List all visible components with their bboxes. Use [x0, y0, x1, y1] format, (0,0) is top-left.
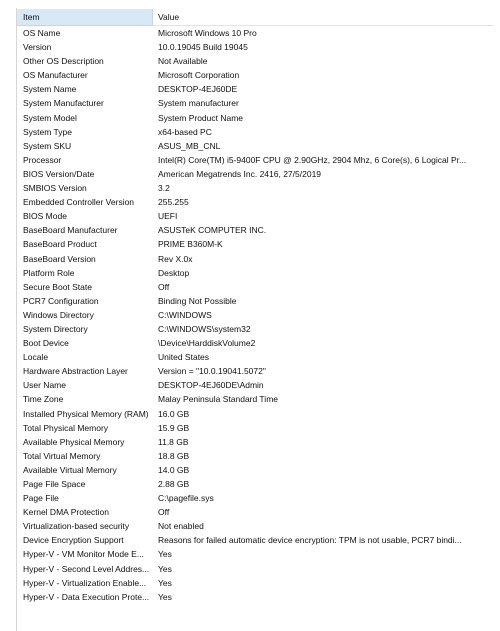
list-item[interactable]: [17, 322, 494, 336]
value-cell: 3.2: [158, 183, 170, 194]
item-cell: Device Encryption Support: [23, 535, 124, 546]
list-item[interactable]: [17, 167, 494, 181]
item-cell: Hyper-V - Second Level Addres...: [23, 563, 150, 574]
list-item[interactable]: [17, 308, 494, 322]
item-cell: System Model: [23, 112, 77, 123]
value-cell: Microsoft Corporation: [158, 70, 240, 81]
value-cell: ASUSTeK COMPUTER INC.: [158, 225, 267, 236]
list-item[interactable]: [17, 519, 494, 533]
item-cell: Hardware Abstraction Layer: [23, 366, 128, 377]
value-cell: PRIME B360M-K: [158, 239, 223, 250]
item-cell: System Manufacturer: [23, 98, 104, 109]
list-item[interactable]: [17, 505, 494, 519]
item-cell: Available Physical Memory: [23, 436, 125, 447]
item-cell: System Type: [23, 126, 72, 137]
list-item[interactable]: [17, 449, 494, 463]
item-cell: Other OS Description: [23, 56, 104, 67]
item-cell: BaseBoard Manufacturer: [23, 225, 118, 236]
list-item[interactable]: [17, 82, 494, 96]
item-cell: OS Manufacturer: [23, 70, 88, 81]
value-cell: DESKTOP-4EJ60DE: [158, 84, 238, 95]
item-cell: User Name: [23, 380, 66, 391]
item-cell: BIOS Mode: [23, 211, 67, 222]
value-cell: Not Available: [158, 56, 208, 67]
item-cell: BaseBoard Version: [23, 253, 96, 264]
list-item[interactable]: [17, 547, 494, 561]
value-cell: 255.255: [158, 197, 189, 208]
list-item[interactable]: [17, 125, 494, 139]
value-cell: Yes: [158, 549, 172, 560]
item-cell: PCR7 Configuration: [23, 295, 99, 306]
list-item[interactable]: [17, 562, 494, 576]
value-cell: Reasons for failed automatic device encryption: TPM is not usable, PCR7 bindi...: [158, 535, 462, 546]
list-item[interactable]: [17, 40, 494, 54]
item-cell: Hyper-V - VM Monitor Mode E...: [23, 549, 144, 560]
value-cell: Off: [158, 281, 170, 292]
item-cell: Embedded Controller Version: [23, 197, 135, 208]
column-header-value[interactable]: Value: [153, 9, 494, 26]
item-cell: SMBIOS Version: [23, 183, 87, 194]
item-cell: Windows Directory: [23, 309, 94, 320]
value-cell: Microsoft Windows 10 Pro: [158, 28, 257, 38]
list-item[interactable]: [17, 533, 494, 547]
value-cell: Version = "10.0.19041.5072": [158, 366, 266, 377]
value-cell: United States: [158, 352, 210, 363]
system-info-list: [17, 26, 494, 604]
item-cell: Version: [23, 42, 52, 53]
value-cell: ASUS_MB_CNL: [158, 140, 221, 151]
value-cell: Off: [158, 507, 170, 518]
item-cell: Virtualization-based security: [23, 521, 130, 532]
value-cell: Yes: [158, 563, 172, 574]
value-cell: Yes: [158, 591, 172, 602]
item-cell: System SKU: [23, 140, 72, 151]
list-item[interactable]: [17, 590, 494, 604]
list-header: [17, 9, 494, 26]
value-cell: 18.8 GB: [158, 450, 190, 461]
item-cell: Kernel DMA Protection: [23, 507, 109, 518]
item-cell: Time Zone: [23, 394, 64, 405]
item-cell: BaseBoard Product: [23, 239, 97, 250]
item-cell: Page File Space: [23, 479, 86, 489]
list-item[interactable]: [17, 336, 494, 350]
list-item[interactable]: [17, 364, 494, 378]
value-cell: UEFI: [158, 211, 178, 222]
list-item[interactable]: [17, 54, 494, 68]
item-cell: OS Name: [23, 28, 61, 38]
list-item[interactable]: [17, 407, 494, 421]
value-cell: Intel(R) Core(TM) i5-9400F CPU @ 2.90GHz, 2904 Mhz, 6 Core(s), 6 Logical Pr...: [158, 154, 467, 165]
value-cell: Rev X.0x: [158, 253, 193, 264]
item-cell: Page File: [23, 493, 59, 504]
value-cell: 2.88 GB: [158, 479, 190, 489]
value-cell: C:\WINDOWS\system32: [158, 323, 251, 334]
value-cell: Not enabled: [158, 521, 204, 532]
list-item[interactable]: [17, 421, 494, 435]
list-item[interactable]: [17, 463, 494, 477]
list-item[interactable]: [17, 576, 494, 590]
item-cell: Locale: [23, 352, 49, 363]
value-cell: Desktop: [158, 267, 190, 278]
value-cell: 10.0.19045 Build 19045: [158, 42, 248, 53]
list-item[interactable]: [17, 491, 494, 505]
list-item[interactable]: [17, 195, 494, 209]
list-item[interactable]: [17, 209, 494, 223]
list-item[interactable]: [17, 350, 494, 364]
item-cell: Total Virtual Memory: [23, 450, 101, 461]
item-cell: Available Virtual Memory: [23, 464, 117, 475]
list-item[interactable]: [17, 378, 494, 392]
value-cell: C:\pagefile.sys: [158, 493, 214, 504]
value-cell: American Megatrends Inc. 2416, 27/5/2019: [158, 168, 322, 179]
item-cell: Secure Boot State: [23, 281, 92, 292]
list-item[interactable]: [17, 266, 494, 280]
list-item[interactable]: [17, 294, 494, 308]
value-cell: 11.8 GB: [158, 436, 189, 447]
item-cell: System Directory: [23, 323, 88, 334]
item-cell: Hyper-V - Data Execution Prote...: [23, 591, 150, 602]
item-cell: Hyper-V - Virtualization Enable...: [23, 577, 147, 588]
list-item[interactable]: [17, 153, 494, 167]
value-cell: Yes: [158, 577, 172, 588]
item-cell: Platform Role: [23, 267, 75, 278]
item-cell: Processor: [23, 154, 62, 165]
list-item[interactable]: [17, 181, 494, 195]
value-cell: Binding Not Possible: [158, 295, 237, 306]
value-cell: C:\WINDOWS: [158, 309, 212, 320]
list-item[interactable]: [17, 477, 494, 491]
item-cell: BIOS Version/Date: [23, 168, 95, 179]
value-cell: System Product Name: [158, 112, 244, 123]
list-item[interactable]: [17, 68, 494, 82]
list-item[interactable]: [17, 111, 494, 125]
value-cell: x64-based PC: [158, 126, 212, 137]
list-item[interactable]: [17, 237, 494, 251]
list-item[interactable]: [17, 139, 494, 153]
list-item[interactable]: [17, 392, 494, 406]
item-cell: System Name: [23, 84, 77, 95]
list-item[interactable]: [17, 252, 494, 266]
list-item[interactable]: [17, 280, 494, 294]
list-item[interactable]: [17, 96, 494, 110]
value-cell: 15.9 GB: [158, 422, 190, 433]
column-header-item[interactable]: Item: [17, 9, 153, 26]
value-cell: DESKTOP-4EJ60DE\Admin: [158, 380, 264, 391]
item-cell: Total Physical Memory: [23, 422, 109, 433]
value-cell: System manufacturer: [158, 98, 239, 109]
item-cell: Boot Device: [23, 338, 69, 349]
value-cell: Malay Peninsula Standard Time: [158, 394, 279, 405]
value-cell: 14.0 GB: [158, 464, 190, 475]
item-cell: Installed Physical Memory (RAM): [23, 408, 149, 419]
list-item[interactable]: [17, 26, 494, 40]
list-item[interactable]: [17, 223, 494, 237]
list-item[interactable]: [17, 435, 494, 449]
value-cell: 16.0 GB: [158, 408, 190, 419]
value-cell: \Device\HarddiskVolume2: [158, 338, 256, 349]
